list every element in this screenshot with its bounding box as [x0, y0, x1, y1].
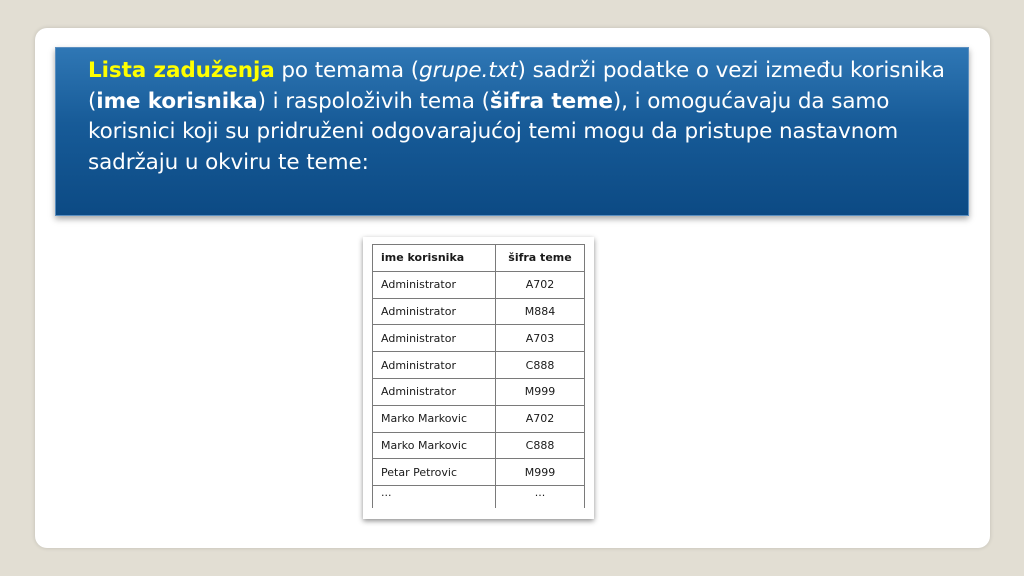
cell-username: Marko Markovic — [373, 432, 496, 459]
cell-username: Administrator — [373, 271, 496, 298]
cell-username: Administrator — [373, 378, 496, 405]
text-segment: po temama ( — [274, 58, 420, 83]
table-row — [373, 378, 585, 405]
table-row — [373, 486, 585, 508]
table-row — [373, 459, 585, 486]
cell-topic-code: A703 — [496, 325, 585, 352]
cell-username: Administrator — [373, 325, 496, 352]
field-name-username: ime korisnika — [96, 88, 258, 114]
table-row — [373, 271, 585, 298]
table-row — [373, 325, 585, 352]
table-row — [373, 432, 585, 459]
table-header-row — [373, 245, 585, 272]
text-segment: ), i omogućavaju da samo korisnici koji su pridruženi odgovarajućoj temi mogu da pristupe nastavnom sadržaju u okviru te teme: — [88, 88, 899, 175]
text-segment: ) i raspoloživih tema ( — [257, 88, 490, 114]
cell-topic-code: M999 — [496, 459, 585, 486]
file-name: grupe.txt — [419, 58, 518, 83]
cell-username: Administrator — [373, 298, 496, 325]
field-name-topic-code: šifra teme — [489, 88, 613, 114]
cell-topic-code: M884 — [496, 298, 585, 325]
highlighted-title: Lista zaduženja — [88, 58, 275, 83]
table-row — [373, 405, 585, 432]
text-segment: ) sadrži podatke o vezi između korisnika ( — [88, 58, 945, 114]
cell-topic-code: ... — [496, 486, 585, 508]
header-username: ime korisnika — [373, 245, 496, 272]
cell-username: Petar Petrovic — [373, 459, 496, 486]
table-image — [363, 237, 594, 519]
cell-username: Administrator — [373, 352, 496, 379]
assignments-table — [372, 244, 585, 508]
table-row — [373, 298, 585, 325]
table-row — [373, 352, 585, 379]
header-topic-code: šifra teme — [496, 245, 585, 272]
cell-username: Marko Markovic — [373, 405, 496, 432]
description-box — [55, 47, 969, 216]
cell-topic-code: C888 — [496, 432, 585, 459]
cell-topic-code: A702 — [496, 405, 585, 432]
cell-topic-code: A702 — [496, 271, 585, 298]
cell-username: ... — [373, 486, 496, 508]
cell-topic-code: C888 — [496, 352, 585, 379]
cell-topic-code: M999 — [496, 378, 585, 405]
